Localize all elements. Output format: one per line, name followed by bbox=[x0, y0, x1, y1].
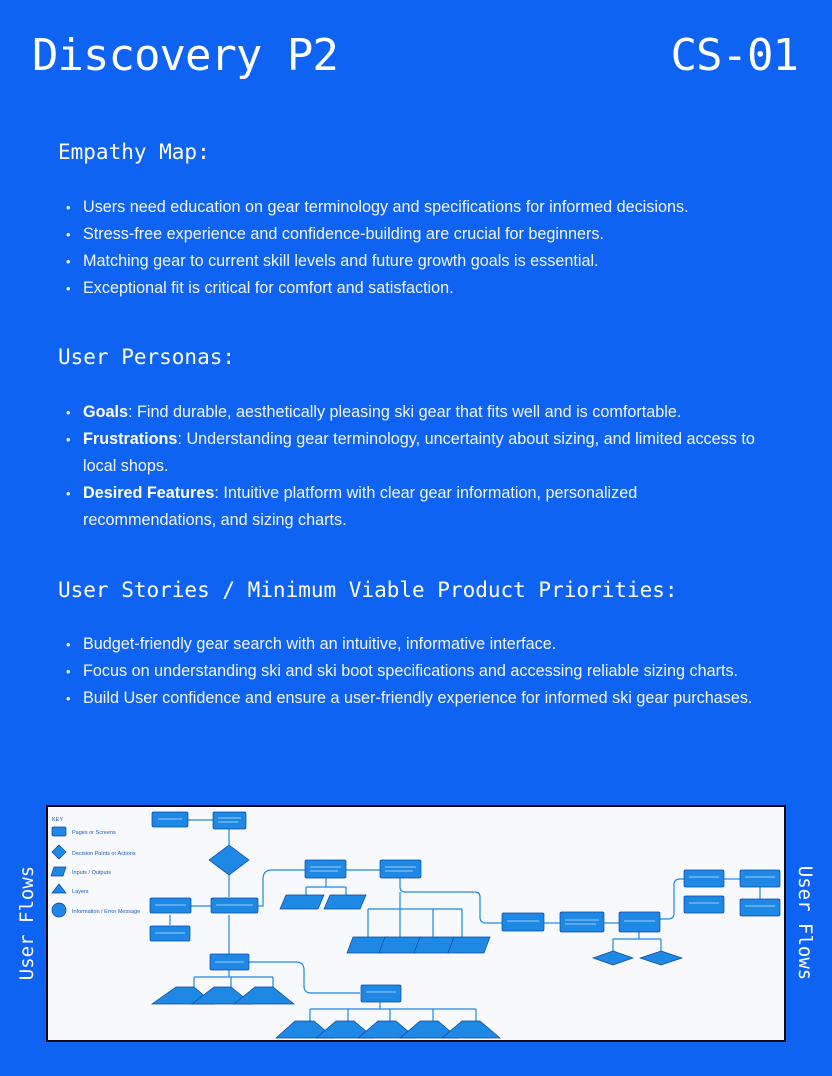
flow-node-page bbox=[152, 812, 188, 827]
flow-node-page bbox=[560, 912, 604, 932]
list-item: • Matching gear to current skill levels and future growth goals is essential. bbox=[66, 248, 766, 275]
persona-text: : Intuitive platform with clear gear information, personalized recommendations, and sizing charts. bbox=[83, 484, 638, 529]
flow-connector bbox=[194, 970, 273, 987]
key-label: Decision Points or Actions bbox=[72, 851, 136, 857]
key-rect-icon bbox=[52, 827, 66, 836]
flow-connector bbox=[306, 878, 346, 895]
list-item: • Users need education on gear terminology and specifications for informed decisions. bbox=[66, 194, 766, 221]
flow-node-decision bbox=[593, 951, 633, 965]
flow-node-page bbox=[305, 860, 346, 878]
flow-connector bbox=[613, 932, 661, 951]
flow-node-layer bbox=[234, 987, 294, 1004]
persona-label: Frustrations bbox=[83, 430, 178, 448]
user-stories-list bbox=[66, 631, 766, 712]
list-item: • Build User confidence and ensure a user-friendly experience for informed ski gear purchases. bbox=[66, 685, 766, 712]
flow-node-page bbox=[684, 870, 724, 887]
user-flows-side-label-right: User Flows bbox=[794, 865, 816, 981]
flow-node-decision bbox=[640, 951, 682, 965]
user-stories-heading: User Stories / Minimum Viable Product Priorities: bbox=[58, 578, 678, 602]
key-parallelogram-icon bbox=[51, 867, 66, 876]
empathy-map-heading: Empathy Map: bbox=[58, 140, 210, 164]
flow-connector bbox=[310, 1002, 476, 1021]
page-code: CS-01 bbox=[670, 30, 798, 81]
persona-text: : Find durable, aesthetically pleasing ski gear that fits well and is comfortable. bbox=[127, 403, 682, 421]
flow-node-decision bbox=[209, 845, 249, 875]
flow-node-page bbox=[380, 860, 421, 878]
flow-connector bbox=[660, 879, 684, 919]
flow-node-page bbox=[361, 985, 401, 1002]
flow-node-input bbox=[280, 895, 324, 909]
flow-node-page bbox=[213, 812, 246, 829]
flow-node-page bbox=[150, 898, 191, 913]
flow-node-input bbox=[324, 895, 366, 909]
user-flow-svg bbox=[48, 807, 784, 1040]
flow-node-page bbox=[150, 926, 190, 941]
flow-node-page bbox=[684, 896, 724, 913]
key-label: Information / Error Message bbox=[72, 909, 141, 915]
key-title: KEY bbox=[52, 817, 64, 823]
key-label: Pages or Screens bbox=[72, 830, 116, 836]
user-personas-heading: User Personas: bbox=[58, 345, 236, 369]
user-flow-diagram bbox=[46, 805, 786, 1042]
list-item: • Focus on understanding ski and ski boot specifications and accessing reliable sizing charts. bbox=[66, 658, 766, 685]
list-item: • Budget-friendly gear search with an intuitive, informative interface. bbox=[66, 631, 766, 658]
page-title: Discovery P2 bbox=[32, 30, 338, 81]
flow-node-input bbox=[448, 937, 490, 953]
persona-label: Desired Features bbox=[83, 484, 215, 502]
list-item bbox=[66, 426, 766, 480]
persona-label: Goals bbox=[83, 403, 128, 421]
list-item: • Stress-free experience and confidence-building are crucial for beginners. bbox=[66, 221, 766, 248]
empathy-map-list bbox=[66, 194, 766, 302]
flow-node-page bbox=[502, 913, 544, 931]
flow-node-page bbox=[619, 912, 660, 932]
flow-node-page bbox=[211, 898, 258, 913]
flow-node-page bbox=[740, 899, 780, 916]
user-flows-side-label-left: User Flows bbox=[16, 865, 38, 981]
list-item bbox=[66, 399, 766, 426]
flow-node-input bbox=[414, 937, 454, 953]
flow-connector bbox=[400, 878, 502, 923]
persona-text: : Understanding gear terminology, uncertainty about sizing, and limited access to local shops. bbox=[83, 430, 755, 475]
user-personas-list bbox=[66, 399, 766, 534]
flow-node-layer bbox=[442, 1021, 500, 1038]
key-circle-icon bbox=[52, 903, 66, 917]
key-diamond-icon bbox=[52, 845, 66, 859]
list-item bbox=[66, 480, 766, 534]
key-triangle-icon bbox=[52, 884, 66, 893]
key-label: Layers bbox=[72, 889, 89, 895]
flow-node-page bbox=[740, 870, 780, 887]
key-label: Inputs / Outputs bbox=[72, 870, 111, 876]
list-item: • Exceptional fit is critical for comfort and satisfaction. bbox=[66, 275, 766, 302]
flow-connector bbox=[368, 892, 462, 937]
